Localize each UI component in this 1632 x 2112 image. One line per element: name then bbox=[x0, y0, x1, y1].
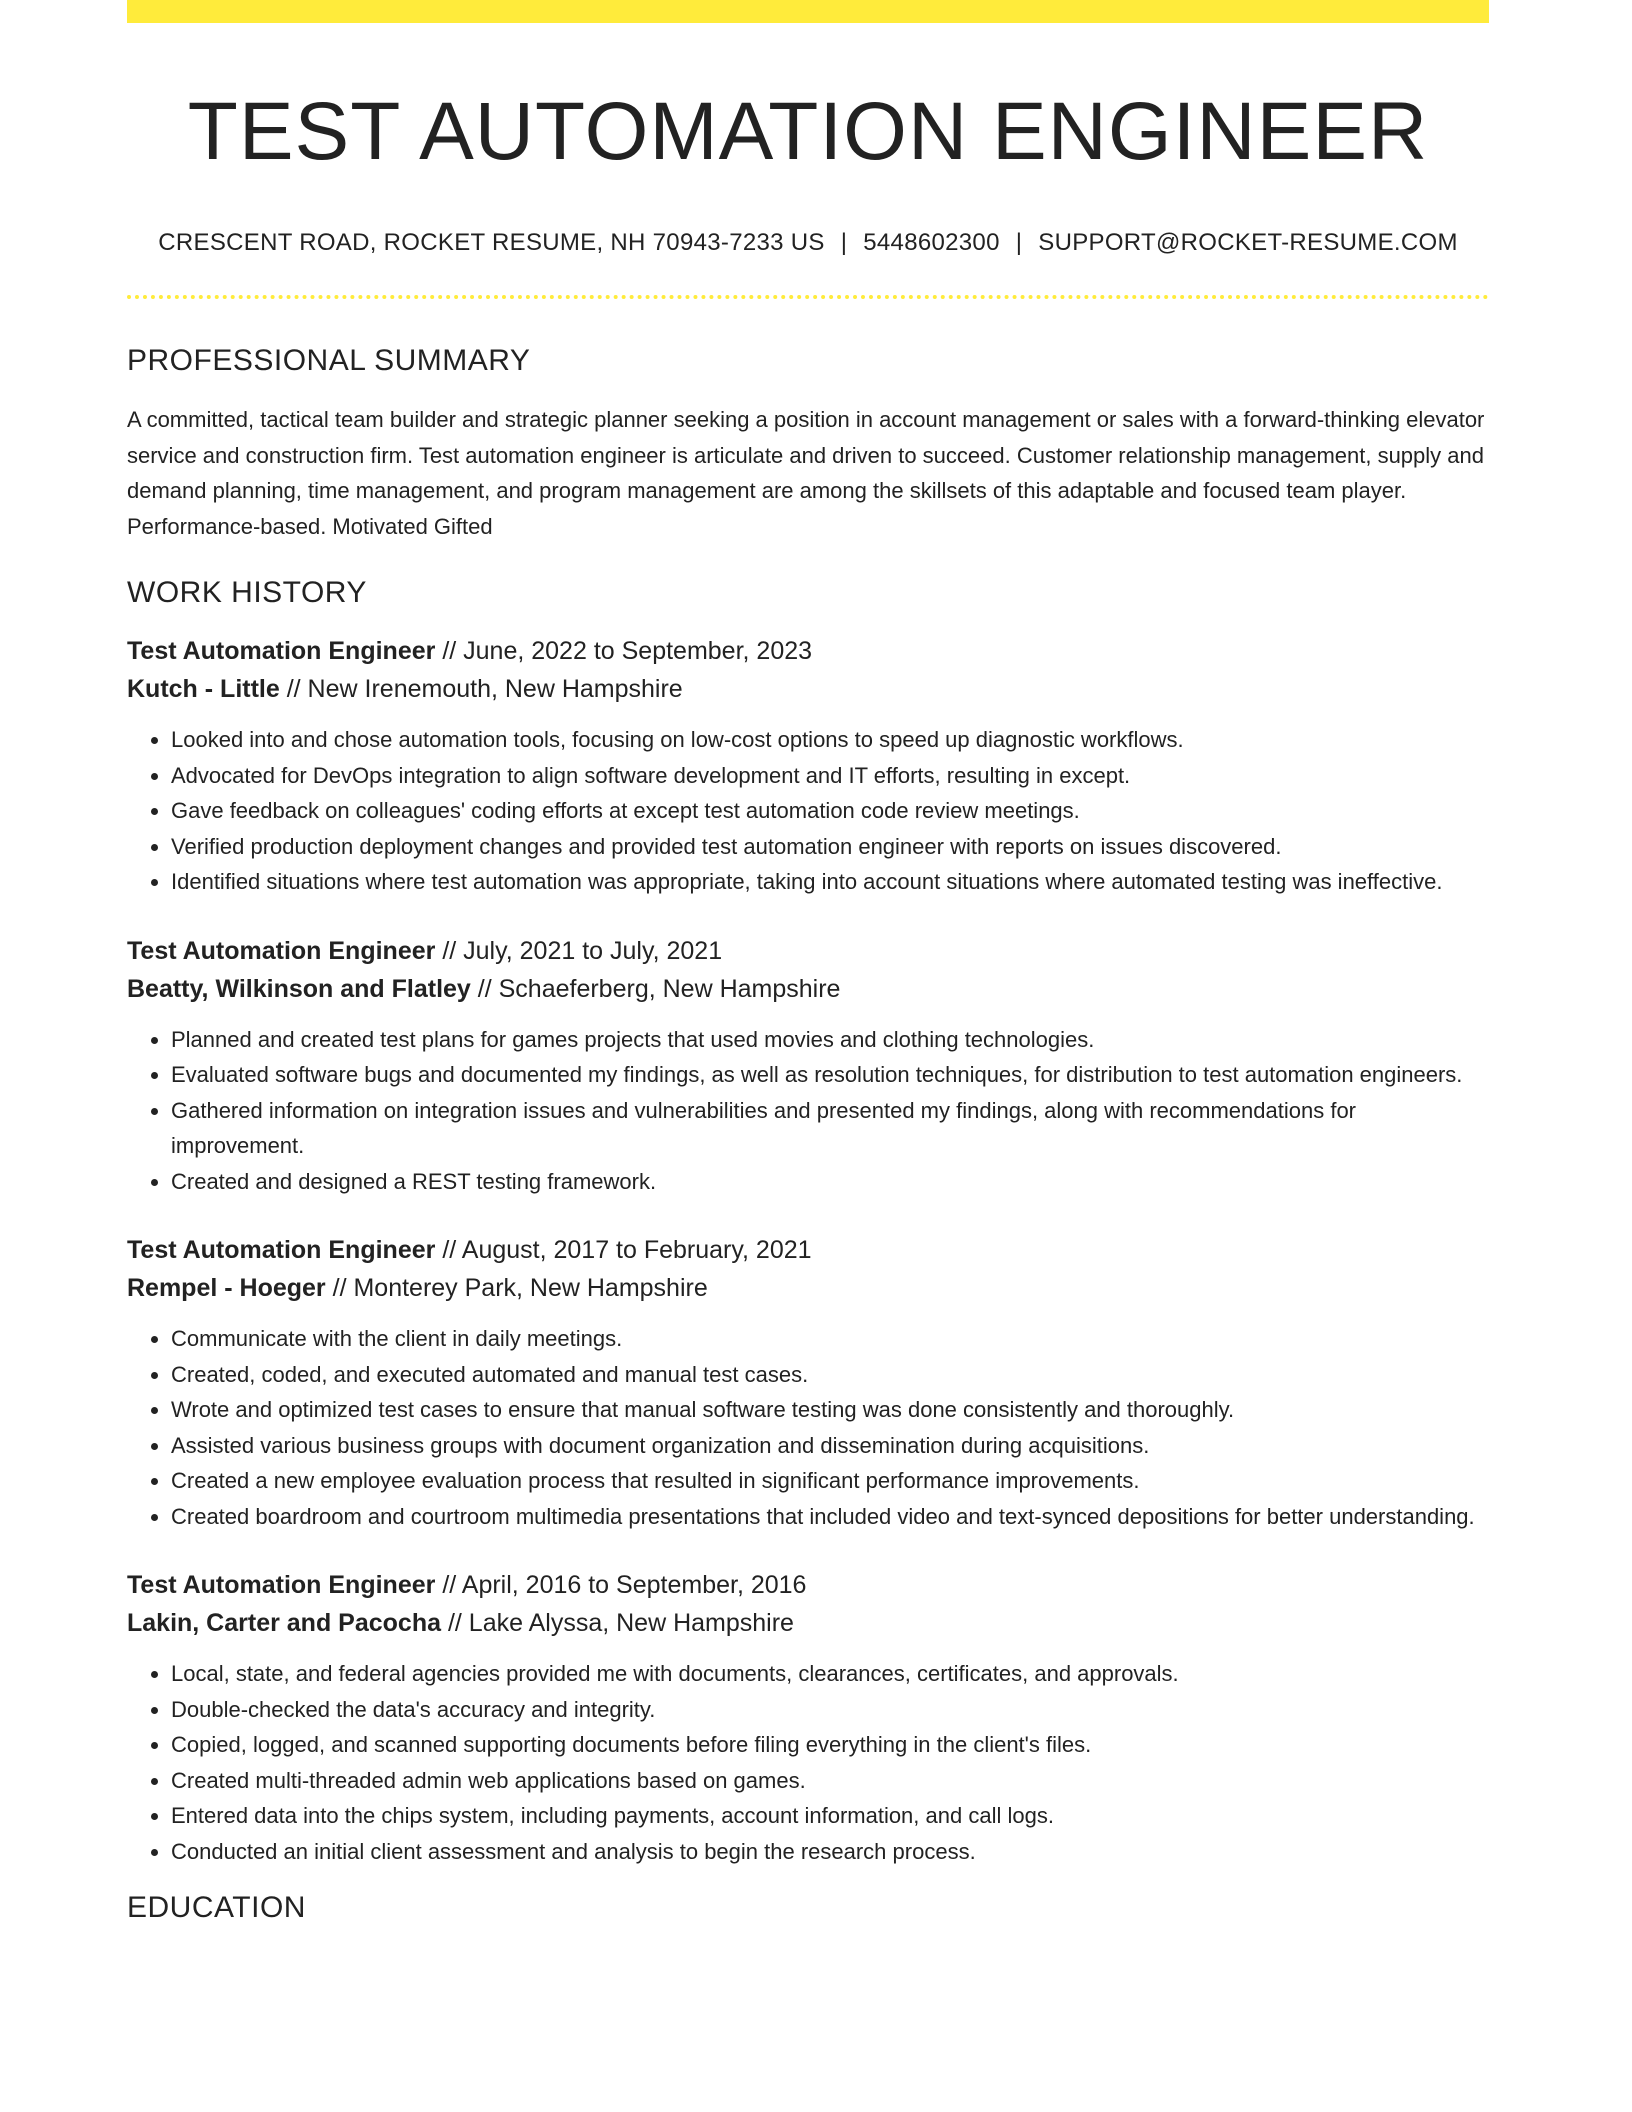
summary-text: A committed, tactical team builder and strategic planner seeking a position in account management or sales with a forward-thinking elevator service and construction firm. Test automation engineer is articulate and driven to succeed. Customer relationship management, supply and demand planning, time management, and program management are among the skillsets of this adaptable and focused team player. Performance-based. Motivated Gifted bbox=[127, 407, 1485, 539]
contact-email: SUPPORT@ROCKET-RESUME.COM bbox=[1038, 229, 1458, 257]
job-title-line bbox=[127, 932, 1489, 970]
list-item: • Conducted an initial client assessment and analysis to begin the research process. bbox=[171, 1834, 1489, 1870]
list-item: • Advocated for DevOps integration to align software development and IT efforts, resulting in except. bbox=[171, 758, 1489, 794]
job-dates: // July, 2021 to July, 2021 bbox=[442, 936, 723, 965]
job-title-line bbox=[127, 1566, 1489, 1604]
resume-title: TEST AUTOMATION ENGINEER bbox=[187, 86, 1429, 177]
job-entry bbox=[127, 1566, 1489, 1869]
job-title: Test Automation Engineer bbox=[127, 1571, 436, 1600]
contact-separator: | bbox=[1015, 229, 1023, 257]
list-item: • Communicate with the client in daily meetings. bbox=[171, 1321, 1489, 1357]
job-title: Test Automation Engineer bbox=[127, 637, 436, 666]
job-dates: // August, 2017 to February, 2021 bbox=[442, 1236, 812, 1265]
list-item: • Created and designed a REST testing framework. bbox=[171, 1164, 1489, 1200]
job-company-line bbox=[127, 970, 1489, 1008]
job-title-line bbox=[127, 1231, 1489, 1269]
job-location: // Schaeferberg, New Hampshire bbox=[477, 974, 841, 1003]
list-item: • Created boardroom and courtroom multimedia presentations that included video and text-synced depositions for better understanding. bbox=[171, 1499, 1489, 1535]
list-item: • Gave feedback on colleagues' coding efforts at except test automation code review meetings. bbox=[171, 793, 1489, 829]
list-item: • Identified situations where test automation was appropriate, taking into account situations where automated testing was ineffective. bbox=[171, 864, 1489, 900]
contact-address: CRESCENT ROAD, ROCKET RESUME, NH 70943-7233 US bbox=[158, 229, 825, 257]
list-item: • Verified production deployment changes and provided test automation engineer with reports on issues discovered. bbox=[171, 829, 1489, 865]
job-dates: // June, 2022 to September, 2023 bbox=[442, 637, 813, 666]
job-dates: // April, 2016 to September, 2016 bbox=[442, 1571, 807, 1600]
resume-page bbox=[127, 0, 1489, 1925]
list-item: • Wrote and optimized test cases to ensure that manual software testing was done consistently and thoroughly. bbox=[171, 1392, 1489, 1428]
dotted-divider bbox=[127, 295, 1489, 299]
job-entry bbox=[127, 632, 1489, 900]
list-item: • Local, state, and federal agencies provided me with documents, clearances, certificates, and approvals. bbox=[171, 1656, 1489, 1692]
contact-phone: 5448602300 bbox=[863, 229, 1000, 257]
job-bullets bbox=[127, 1321, 1489, 1534]
job-title-line bbox=[127, 632, 1489, 670]
list-item: • Looked into and chose automation tools, focusing on low-cost options to speed up diagnostic workflows. bbox=[171, 722, 1489, 758]
summary-heading: PROFESSIONAL SUMMARY bbox=[127, 344, 531, 378]
job-company-line bbox=[127, 1604, 1489, 1642]
work-history-heading: WORK HISTORY bbox=[127, 576, 367, 610]
list-item: • Created, coded, and executed automated and manual test cases. bbox=[171, 1357, 1489, 1393]
list-item: • Gathered information on integration issues and vulnerabilities and presented my findings, along with recommendations for improvement. bbox=[171, 1093, 1489, 1164]
job-location: // Lake Alyssa, New Hampshire bbox=[447, 1609, 794, 1638]
list-item: • Evaluated software bugs and documented my findings, as well as resolution techniques, for distribution to test automation engineers. bbox=[171, 1057, 1489, 1093]
job-entry bbox=[127, 1231, 1489, 1534]
list-item: • Planned and created test plans for games projects that used movies and clothing technologies. bbox=[171, 1022, 1489, 1058]
job-entry bbox=[127, 932, 1489, 1200]
job-location: // New Irenemouth, New Hampshire bbox=[286, 675, 683, 704]
list-item: • Copied, logged, and scanned supporting documents before filing everything in the client's files. bbox=[171, 1727, 1489, 1763]
list-item: • Double-checked the data's accuracy and integrity. bbox=[171, 1692, 1489, 1728]
list-item: • Created multi-threaded admin web applications based on games. bbox=[171, 1763, 1489, 1799]
job-title: Test Automation Engineer bbox=[127, 1236, 436, 1265]
list-item: • Created a new employee evaluation process that resulted in significant performance improvements. bbox=[171, 1463, 1489, 1499]
contact-line bbox=[127, 229, 1489, 257]
education-heading: EDUCATION bbox=[127, 1891, 306, 1925]
job-bullets bbox=[127, 722, 1489, 900]
job-company: Rempel - Hoeger bbox=[127, 1274, 326, 1303]
list-item: • Assisted various business groups with document organization and dissemination during acquisitions. bbox=[171, 1428, 1489, 1464]
job-company: Kutch - Little bbox=[127, 675, 280, 704]
job-bullets bbox=[127, 1022, 1489, 1200]
job-title: Test Automation Engineer bbox=[127, 936, 436, 965]
job-company-line bbox=[127, 670, 1489, 708]
contact-separator: | bbox=[840, 229, 848, 257]
accent-top-bar bbox=[127, 0, 1489, 23]
list-item: • Entered data into the chips system, including payments, account information, and call logs. bbox=[171, 1798, 1489, 1834]
job-company-line bbox=[127, 1269, 1489, 1307]
job-location: // Monterey Park, New Hampshire bbox=[332, 1274, 708, 1303]
job-company: Lakin, Carter and Pacocha bbox=[127, 1609, 442, 1638]
job-company: Beatty, Wilkinson and Flatley bbox=[127, 974, 471, 1003]
job-bullets bbox=[127, 1656, 1489, 1869]
